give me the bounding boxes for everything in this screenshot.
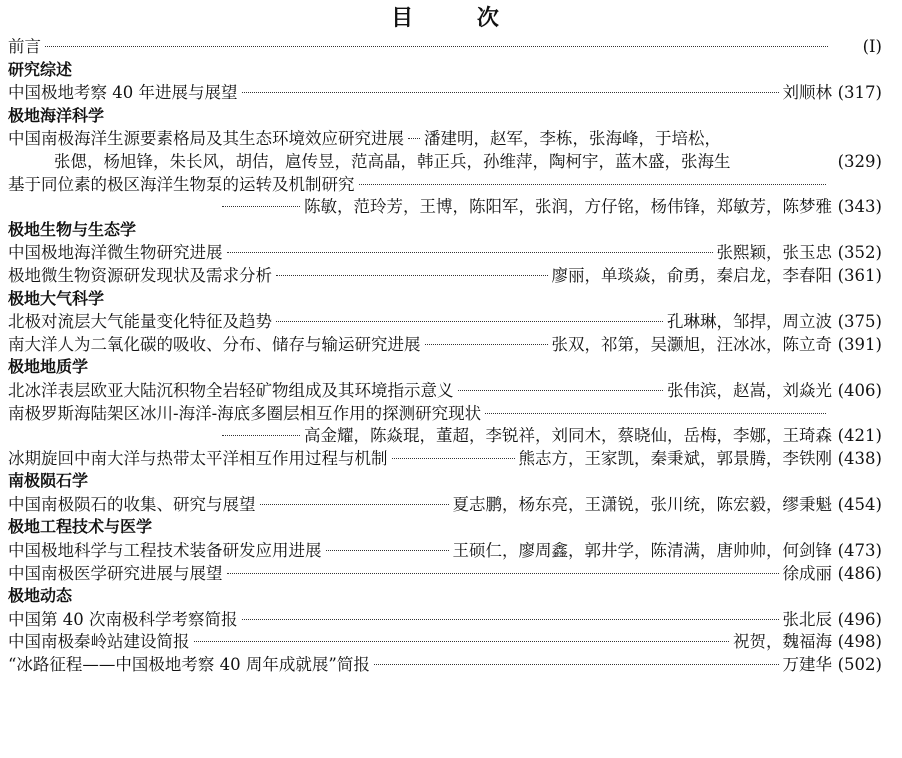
dot-leader xyxy=(392,458,515,459)
dot-leader xyxy=(276,275,548,276)
dot-leader xyxy=(45,46,828,47)
page-number: (496) xyxy=(837,609,882,629)
entry-authors: 张北辰 xyxy=(782,609,832,629)
page-number: (406) xyxy=(837,380,882,400)
entry-authors: 潘建明，赵军，李栋，张海峰，于培松， xyxy=(424,129,721,149)
toc-entry[interactable] xyxy=(8,403,882,426)
entry-title: 基于同位素的极区海洋生物泵的运转及机制研究 xyxy=(8,174,355,194)
dot-leader xyxy=(222,435,300,436)
entry-authors: 刘顺林 xyxy=(782,83,832,103)
entry-authors: 陈敏，范玲芳，王博，陈阳军，张润，方仔铭，杨伟锋，郑敏芳，陈梦雅 xyxy=(304,197,832,217)
dot-leader xyxy=(425,344,548,345)
toc-entry[interactable] xyxy=(8,609,882,632)
entry-authors: 张偲，杨旭锋，朱长风，胡佶，扈传昱，范高晶，韩正兵，孙维萍，陶柯宇，蓝木盛，张海生 xyxy=(54,151,731,171)
page-title: 目 次 xyxy=(391,5,527,31)
page-number: (438) xyxy=(837,448,882,468)
page-number: (I) xyxy=(862,37,882,56)
page-number: (502) xyxy=(837,655,882,675)
entry-authors: 熊志方，王家凯，秦秉斌，郭景腾，李铁刚 xyxy=(518,448,832,468)
entry-title: 北极对流层大气能量变化特征及趋势 xyxy=(8,312,272,332)
entry-title: 前言 xyxy=(8,37,41,56)
entry-title: 中国极地考察 40 年进展与展望 xyxy=(8,83,238,103)
section-heading: 极地海洋科学 xyxy=(8,105,105,125)
entry-authors: 张双，祁第，吴灏旭，汪冰冰，陈立奇 xyxy=(551,334,832,354)
page-number: (375) xyxy=(837,312,882,332)
dot-leader xyxy=(242,619,779,620)
entry-title: “冰路征程——中国极地考察 40 周年成就展”简报 xyxy=(8,655,370,675)
dot-leader xyxy=(194,641,730,642)
page-number: (498) xyxy=(837,632,882,652)
entry-authors: 祝贺，魏福海 xyxy=(733,632,832,652)
dot-leader xyxy=(227,252,713,253)
toc-entry-preface[interactable] xyxy=(8,36,882,59)
page-number: (329) xyxy=(837,151,882,171)
dot-leader xyxy=(326,550,449,551)
toc-entry[interactable] xyxy=(8,265,882,288)
page-number: (352) xyxy=(837,243,882,263)
section-heading: 极地大气科学 xyxy=(8,288,105,308)
entry-title: 冰期旋回中南大洋与热带太平洋相互作用过程与机制 xyxy=(8,448,388,468)
page-number: (421) xyxy=(837,426,882,446)
toc-entry[interactable] xyxy=(8,334,882,357)
dot-leader xyxy=(242,92,779,93)
toc-entry-continuation[interactable] xyxy=(8,425,882,448)
dot-leader xyxy=(485,413,826,414)
toc-entry[interactable] xyxy=(8,128,882,151)
entry-authors: 孔琳琳，邹捍，周立波 xyxy=(667,312,832,332)
page-number: (486) xyxy=(837,563,882,583)
entry-title: 中国极地科学与工程技术装备研发应用进展 xyxy=(8,541,322,561)
entry-authors: 夏志鹏，杨东亮，王潇锐，张川统，陈宏毅，缪秉魁 xyxy=(452,494,832,514)
entry-title: 中国极地海洋微生物研究进展 xyxy=(8,243,223,263)
page-number: (361) xyxy=(837,265,882,285)
page-number: (454) xyxy=(837,494,882,514)
toc-entry[interactable] xyxy=(8,631,882,654)
entry-title: 极地微生物资源研发现状及需求分析 xyxy=(8,265,272,285)
toc-entry[interactable] xyxy=(8,654,882,677)
entry-title: 北冰洋表层欧亚大陆沉积物全岩轻矿物组成及其环境指示意义 xyxy=(8,380,454,400)
entry-authors: 廖丽，单琰焱，俞勇，秦启龙，李春阳 xyxy=(551,265,832,285)
dot-leader xyxy=(276,321,663,322)
dot-leader xyxy=(458,390,664,391)
entry-authors: 高金耀，陈焱琨，董超，李锐祥，刘同木，蔡晓仙，岳梅，李娜，王琦森 xyxy=(304,426,832,446)
toc-entry[interactable] xyxy=(8,82,882,105)
dot-leader xyxy=(260,504,449,505)
section-heading: 研究综述 xyxy=(8,59,73,79)
section-heading: 极地动态 xyxy=(8,586,73,606)
toc-entry[interactable] xyxy=(8,242,882,265)
section-heading: 极地生物与生态学 xyxy=(8,219,137,239)
dot-leader xyxy=(227,573,779,574)
section-heading: 极地地质学 xyxy=(8,357,89,377)
entry-authors: 徐成丽 xyxy=(782,563,832,583)
toc-entry[interactable] xyxy=(8,311,882,334)
section-heading: 极地工程技术与医学 xyxy=(8,517,153,537)
dot-leader xyxy=(374,664,779,665)
entry-title: 中国第 40 次南极科学考察简报 xyxy=(8,609,238,629)
toc-entry[interactable] xyxy=(8,563,882,586)
page-number: (317) xyxy=(837,83,882,103)
entry-authors: 万建华 xyxy=(782,655,832,675)
entry-title: 中国南极医学研究进展与展望 xyxy=(8,563,223,583)
entry-authors: 王硕仁，廖周鑫，郭井学，陈清满，唐帅帅，何剑锋 xyxy=(452,541,832,561)
toc-entry[interactable] xyxy=(8,540,882,563)
page-number: (473) xyxy=(837,541,882,561)
page-number: (391) xyxy=(837,334,882,354)
toc-entry[interactable] xyxy=(8,380,882,403)
toc-entry-continuation[interactable] xyxy=(8,196,882,219)
toc-entry[interactable] xyxy=(8,448,882,471)
entry-authors: 张伟滨，赵嵩，刘焱光 xyxy=(667,380,832,400)
entry-title: 南大洋人为二氧化碳的吸收、分布、储存与输运研究进展 xyxy=(8,334,421,354)
entry-title: 南极罗斯海陆架区冰川-海洋-海底多圈层相互作用的探测研究现状 xyxy=(8,403,482,423)
dot-leader xyxy=(222,206,300,207)
page-number: (343) xyxy=(837,197,882,217)
entry-title: 中国南极海洋生源要素格局及其生态环境效应研究进展 xyxy=(8,129,404,149)
toc-entry-continuation[interactable] xyxy=(8,151,882,174)
dot-leader xyxy=(359,184,827,185)
entry-title: 中国南极秦岭站建设简报 xyxy=(8,632,190,652)
toc-entry[interactable] xyxy=(8,494,882,517)
entry-authors: 张熙颖，张玉忠 xyxy=(716,243,832,263)
toc-sections xyxy=(8,59,882,677)
dot-leader xyxy=(408,138,420,139)
entry-title: 中国南极陨石的收集、研究与展望 xyxy=(8,494,256,514)
toc-entry[interactable] xyxy=(8,174,882,197)
section-heading: 南极陨石学 xyxy=(8,471,89,491)
